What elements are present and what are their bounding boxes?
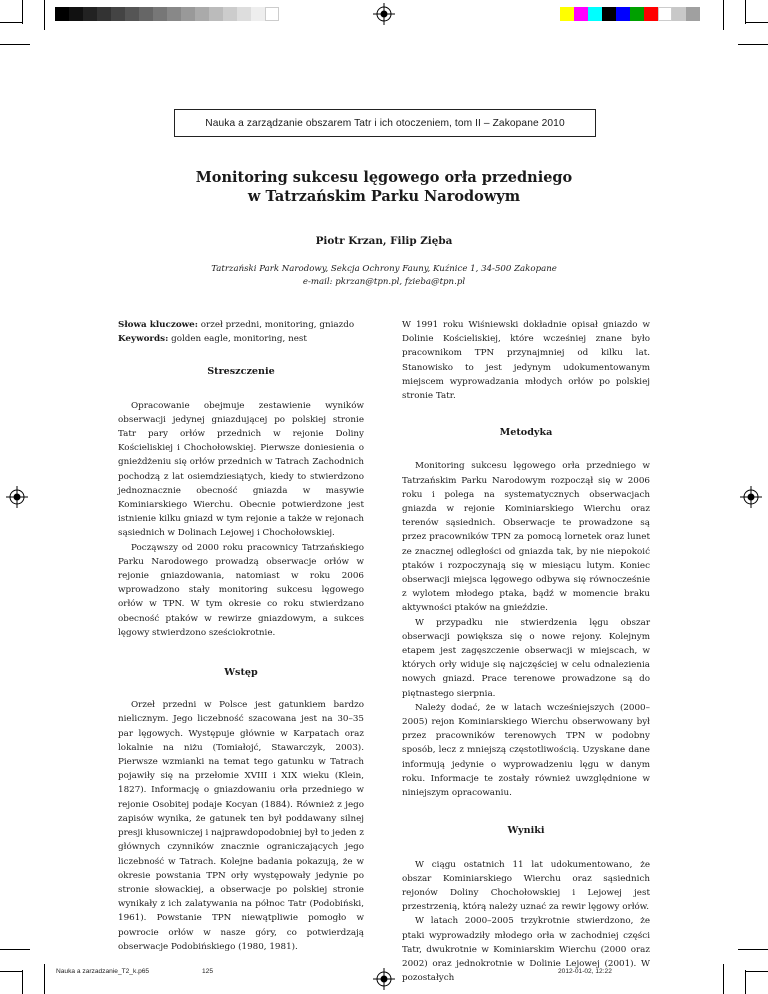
metodyka-paragraph-2: W przypadku nie stwierdzenia lęgu obszar obserwacji powiększa się o nowe rejony. Kolejnym etapem jest zagęszczenie obserwacji w miejscach, w których orły widuje się najczęściej w celu odnalezienia nowych gniazd. Prace terenowe prowadzone są do piętnastego sierpnia.	[402, 617, 650, 699]
article-title	[0, 168, 768, 206]
color-calibration-bar	[560, 7, 700, 21]
streszczenie-paragraph-2: Począwszy od 2000 roku pracownicy Tatrzańskiego Parku Narodowego prowadzą obserwacje orłów w rejonie gniazdowania, natomiast w roku 2006 wprowadzono stały monitoring sukcesu lęgowego orłów w TPN. W tym okresie co roku stwierdzano obecność ptaków w rewirze gniazdowym, a sukces lęgowy stwierdzono sześciokrotnie.	[118, 542, 364, 638]
color-swatch	[616, 7, 630, 21]
affiliation: Tatrzański Park Narodowy, Sekcja Ochrony Fauny, Kuźnice 1, 34-500 Zakopane	[211, 264, 557, 274]
journal-header	[174, 109, 596, 137]
affiliation-block	[0, 263, 768, 289]
authors: Piotr Krzan, Filip Zięba	[315, 235, 453, 247]
footer-timestamp: 2012-01-02, 12:22	[558, 968, 612, 975]
footer-filename: Nauka a zarzadzanie_T2_k.p65	[56, 968, 150, 975]
color-swatch	[672, 7, 686, 21]
grayscale-bar	[55, 7, 279, 21]
right-intro-paragraph: W 1991 roku Wiśniewski dokładnie opisał gniazdo w Dolinie Kościeliskiej, które wcześniej znane było pracownikom TPN przynajmniej od kilku lat. Stanowisko to jest jedynym udokumentowanym miejscem wyprowadzania młodych orłów po polskiej stronie Tatr.	[402, 320, 650, 402]
section-heading-wstep: Wstęp	[224, 667, 258, 679]
section-heading-metodyka: Metodyka	[499, 427, 553, 439]
registration-mark-icon	[373, 3, 395, 25]
email: e-mail: pkrzan@tpn.pl, fzieba@tpn.pl	[302, 277, 466, 287]
keywords-pl	[118, 318, 364, 332]
keywords-en	[118, 332, 364, 346]
registration-mark-icon	[6, 486, 28, 508]
title-line-1: Monitoring sukcesu lęgowego orła przedniego	[195, 169, 573, 186]
color-swatch	[644, 7, 658, 21]
section-heading-wyniki: Wyniki	[507, 825, 545, 837]
wstep-paragraph-1: Orzeł przedni w Polsce jest gatunkiem bardzo nielicznym. Jego liczebność szacowana jest na 30–35 par lęgowych. Występuje głównie w Karpatach oraz lokalnie na niżu (Tomiałojć, Stawarczyk, 2003). Pierwsze wzmianki na temat tego gatunku w Tatrach pojawiły się na przełomie XVIII i XIX wieku (Klein, 1827). Informację o gniazdowaniu orła przedniego w rejonie Osobitej podaje Kocyan (1884). Również z jego zapisów wynika, że gatunek ten był poddawany silnej presji kłusowniczej i najprawdopodobniej był to jeden z głównych czynników znacznie ograniczających jego liczebność w Tatrach. Kolejne badania pokazują, że w okresie powstania TPN orły występowały jedynie po stronie słowackiej, a obserwacje po polskiej stronie wynikały z ich zalatywania na północ Tatr (Podobiński, 1961). Powstanie TPN niewątpliwie pomogło w powrocie orłów w nasze góry, co potwierdzają obserwacje Podobińskiego (1980, 1981).	[118, 700, 364, 952]
keywords-en-label: Keywords:	[118, 334, 169, 345]
right-column	[402, 318, 650, 985]
metodyka-paragraph-1: Monitoring sukcesu lęgowego orła przedniego w Tatrzańskim Parku Narodowym rozpoczął się w 2006 roku i polega na systematycznych obserwacjach gniazda w rejonie Kominiarskiego Wierchu oraz terenów sąsiednich. Obserwacje te prowadzone są przez pracowników TPN za pomocą lornetek oraz lunet ze znacznej odległości od gniazda tak, by nie niepokoić ptaków i rozpoczynają się w miesiącu lutym. Koniec obserwacji miejsca lęgowego odbywa się równocześnie z wylotem młodego ptaka, bądź w momencie braku aktywności ptaków na gnieździe.	[402, 461, 650, 614]
metodyka-paragraph-3: Należy dodać, że w latach wcześniejszych (2000–2005) rejon Kominiarskiego Wierchu obserwowany był przez pracowników terenowych TPN w podobny sposób, lecz z mniejszą częstotliwością. Uzyskane dane informują jedynie o wyprowadzeniu lęgu w danym roku. Informacje te zostały również uwzględnione w niniejszym opracowaniu.	[402, 702, 650, 799]
keywords-pl-label: Słowa kluczowe:	[118, 320, 198, 330]
wyniki-paragraph-2: W latach 2000–2005 trzykrotnie stwierdzono, że ptaki wyprowadziły młodego orła w zachodniej części Tatr, dwukrotnie w Kominiarskim Wierchu (2000 oraz 2002) oraz jednokrotnie w Dolinie Lejowej (2001). W pozostałych	[402, 916, 650, 984]
color-swatch	[602, 7, 616, 21]
color-swatch	[686, 7, 700, 21]
keywords-en-text: golden eagle, monitoring, nest	[168, 334, 307, 345]
color-swatch	[560, 7, 574, 21]
title-line-2: w Tatrzańskim Parku Narodowym	[247, 188, 521, 205]
color-swatch	[574, 7, 588, 21]
color-swatch	[588, 7, 602, 21]
keywords-pl-text: orzeł przedni, monitoring, gniazdo	[197, 320, 355, 330]
left-column	[118, 318, 364, 954]
footer-page-number: 125	[202, 968, 214, 975]
streszczenie-paragraph-1: Opracowanie obejmuje zestawienie wyników obserwacji jedynej gniazdującej po polskiej stronie Tatr pary orłów przednich w rejonie Doliny Kościeliskiej i Chochołowskiej. Pierwsze doniesienia o gnieżdżeniu się orłów przednich w Tatrach Zachodnich pochodzą z lat osiemdziesiątych, kiedy to stwierdzono jednoznacznie obecność gniazda w masywie Kominiarskiego Wierchu. Obecnie potwierdzone jest istnienie kilku gniazd w tym rejonie a także w rejonach sąsiednich w Dolinach Lejowej i Chochołowskiej.	[118, 400, 364, 539]
wyniki-paragraph-1: W ciągu ostatnich 11 lat udokumentowano, że obszar Kominiarskiego Wierchu oraz sąsiednich rejonów Doliny Chochołowskiej i Lejowej jest przestrzenią, którą należy uznać za rewir lęgowy orłów.	[402, 859, 650, 913]
registration-mark-icon	[373, 968, 395, 990]
journal-line: Nauka a zarządzanie obszarem Tatr i ich otoczeniem, tom II – Zakopane 2010	[205, 117, 565, 129]
color-swatch	[658, 7, 672, 21]
color-swatch	[630, 7, 644, 21]
section-heading-streszczenie: Streszczenie	[207, 366, 275, 378]
registration-mark-icon	[740, 486, 762, 508]
